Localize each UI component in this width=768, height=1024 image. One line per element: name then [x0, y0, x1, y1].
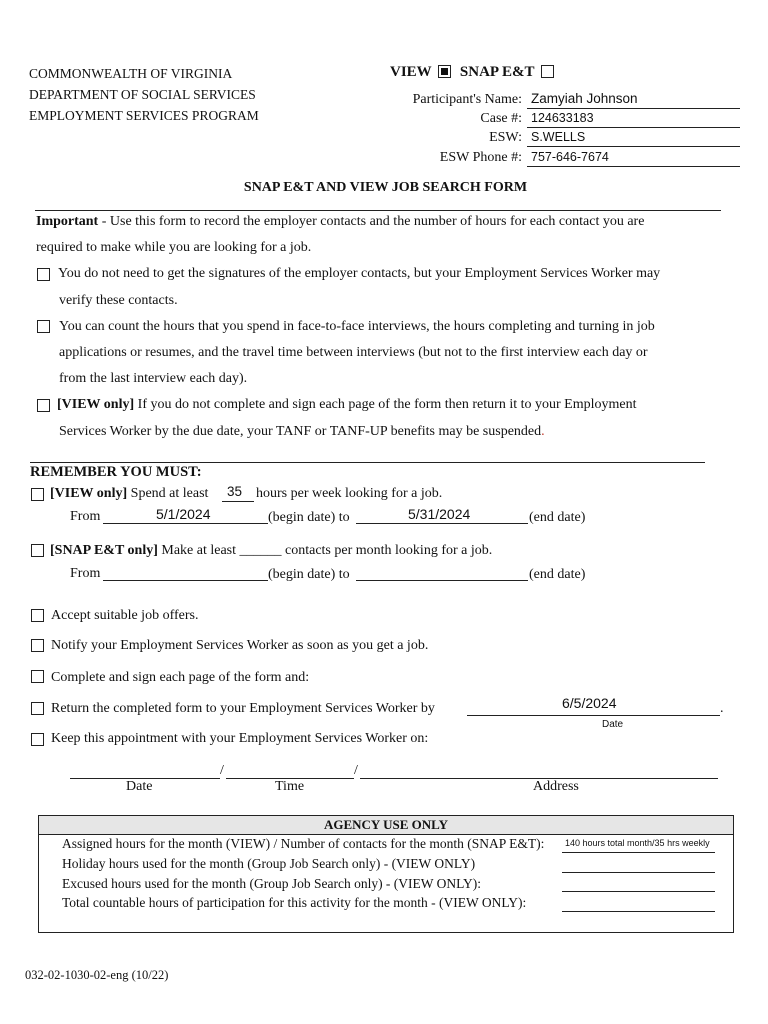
- complete-checkbox[interactable]: [31, 670, 44, 683]
- case-label: Case #:: [480, 111, 522, 126]
- appointment-sep-1: /: [220, 763, 224, 778]
- notify-text: Notify your Employment Services Worker as soon as you get a job.: [51, 638, 429, 653]
- org-line-3: EMPLOYMENT SERVICES PROGRAM: [29, 108, 259, 123]
- snap-checkbox[interactable]: [541, 65, 554, 78]
- agency-row3-label: Excused hours used for the month (Group Job Search only) - (VIEW ONLY):: [62, 876, 482, 891]
- program-selector: [390, 64, 554, 81]
- keep-checkbox[interactable]: [31, 733, 44, 746]
- important-item3-line2: [59, 424, 545, 440]
- important-item3-lead: [VIEW only]: [57, 397, 135, 412]
- snap-end-label: (end date): [529, 567, 586, 582]
- important-item3-line1: [57, 397, 636, 413]
- important-text-1: - Use this form to record the employer contacts and the number of hours for each contact you are: [98, 214, 645, 229]
- agency-row2-label: Holiday hours used for the month (Group Job Search only) - (VIEW ONLY): [62, 856, 476, 871]
- important-paragraph: [36, 214, 644, 230]
- remember-heading: REMEMBER YOU MUST:: [30, 464, 202, 480]
- return-date-caption: Date: [602, 719, 624, 730]
- return-date-underline: [467, 715, 720, 716]
- important-item3-checkbox[interactable]: [37, 399, 50, 412]
- agency-row4-label: Total countable hours of participation for this activity for the month - (VIEW ONLY):: [62, 895, 527, 910]
- snap-from-label: From: [70, 566, 101, 581]
- important-item1-checkbox[interactable]: [37, 268, 50, 281]
- agency-row4-line: [562, 911, 715, 912]
- esw-line: [527, 146, 740, 147]
- important-item1-line1: You do not need to get the signatures of the employer contacts, but your Employment Services Worker may: [58, 266, 661, 281]
- agency-heading: AGENCY USE ONLY: [39, 816, 733, 835]
- case-line: [527, 127, 740, 128]
- view-end-label: (end date): [529, 510, 586, 525]
- accept-checkbox[interactable]: [31, 609, 44, 622]
- important-item2-line1: You can count the hours that you spend in face-to-face interviews, the hours completing and turning in job: [59, 319, 655, 334]
- agency-row1-label: Assigned hours for the month (VIEW) / Number of contacts for the month (SNAP E&T):: [62, 836, 545, 851]
- view-from-label: From: [70, 509, 101, 524]
- view-begin-label: (begin date) to: [268, 510, 350, 525]
- view-from-field[interactable]: 5/1/2024: [156, 506, 211, 522]
- view-hours-lead: [VIEW only]: [50, 486, 128, 501]
- keep-text: Keep this appointment with your Employment Services Worker on:: [51, 731, 429, 746]
- important-item3-period: .: [541, 424, 545, 439]
- form-title: SNAP E&T AND VIEW JOB SEARCH FORM: [243, 180, 528, 195]
- participant-name-line: [527, 108, 740, 109]
- appointment-address-caption: Address: [533, 779, 579, 794]
- agency-row1-value[interactable]: 140 hours total month/35 hrs weekly: [565, 838, 710, 848]
- important-item2-line3: from the last interview each day).: [59, 371, 248, 386]
- snap-from-underline: [103, 580, 268, 581]
- important-item2-line2: applications or resumes, and the travel time between interviews (but not to the first interview each day or: [59, 345, 648, 360]
- important-item1-line2: verify these contacts.: [59, 293, 178, 308]
- agency-row1-line: [562, 852, 715, 853]
- important-item2-checkbox[interactable]: [37, 320, 50, 333]
- esw-field[interactable]: S.WELLS: [531, 130, 586, 144]
- appointment-sep-2: /: [354, 763, 358, 778]
- snap-to-underline: [356, 580, 528, 581]
- important-item3-text-2: Services Worker by the due date, your TANF or TANF-UP benefits may be suspended: [59, 424, 542, 439]
- participant-name-field[interactable]: Zamyiah Johnson: [531, 91, 638, 106]
- view-from-underline: [103, 523, 268, 524]
- snap-contacts-checkbox[interactable]: [31, 544, 44, 557]
- snap-contacts-line: [50, 543, 492, 559]
- important-lead: Important: [36, 214, 99, 229]
- view-hours-checkbox[interactable]: [31, 488, 44, 501]
- view-hours-underline: [222, 501, 254, 502]
- view-hours-text-b: hours per week looking for a job.: [256, 486, 443, 501]
- snap-label: SNAP E&T: [459, 64, 535, 80]
- participant-name-label: Participant's Name:: [412, 92, 522, 107]
- view-to-underline: [356, 523, 528, 524]
- esw-phone-line: [527, 166, 740, 167]
- snap-begin-label: (begin date) to: [268, 567, 350, 582]
- org-line-1: COMMONWEALTH OF VIRGINIA: [29, 66, 233, 81]
- accept-text: Accept suitable job offers.: [51, 608, 199, 623]
- complete-text: Complete and sign each page of the form and:: [51, 670, 310, 685]
- return-date-field[interactable]: 6/5/2024: [562, 695, 617, 711]
- agency-use-box: [38, 815, 734, 933]
- view-hours-field[interactable]: 35: [227, 484, 243, 499]
- appointment-date-caption: Date: [126, 779, 153, 794]
- view-hours-text-a: Spend at least: [127, 486, 209, 501]
- view-label: VIEW: [390, 64, 432, 80]
- view-to-field[interactable]: 5/31/2024: [408, 506, 471, 522]
- appointment-time-caption: Time: [275, 779, 305, 794]
- org-line-2: DEPARTMENT OF SOCIAL SERVICES: [29, 87, 256, 102]
- agency-row3-line: [562, 891, 715, 892]
- important-text-2: required to make while you are looking for a job.: [36, 240, 312, 255]
- return-text: Return the completed form to your Employment Services Worker by: [51, 701, 435, 716]
- agency-row2-line: [562, 872, 715, 873]
- esw-phone-label: ESW Phone #:: [439, 150, 522, 165]
- form-code: 032-02-1030-02-eng (10/22): [25, 968, 169, 982]
- snap-contacts-lead: [SNAP E&T only]: [50, 543, 158, 558]
- view-checkbox[interactable]: [438, 65, 451, 78]
- important-underline: [30, 462, 705, 463]
- snap-contacts-text: Make at least ______ contacts per month looking for a job.: [157, 543, 493, 558]
- esw-phone-field[interactable]: 757-646-7674: [531, 150, 609, 164]
- view-hours-line: [50, 486, 208, 502]
- title-underline: [35, 210, 721, 211]
- important-item3-text: If you do not complete and sign each page of the form then return it to your Employment: [134, 397, 637, 412]
- return-checkbox[interactable]: [31, 702, 44, 715]
- notify-checkbox[interactable]: [31, 639, 44, 652]
- case-field[interactable]: 124633183: [531, 111, 594, 125]
- esw-label: ESW:: [489, 130, 522, 145]
- return-period: .: [720, 701, 724, 716]
